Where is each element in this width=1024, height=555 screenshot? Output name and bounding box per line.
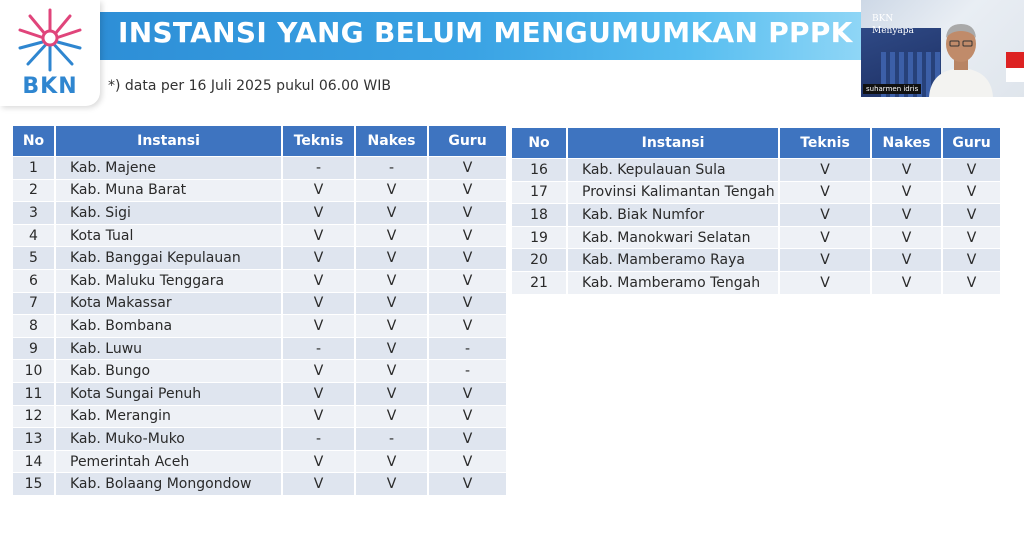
- row-teknis-status: -: [283, 337, 356, 360]
- speaker-icon: [921, 14, 1001, 97]
- col-header-instansi: Instansi: [568, 128, 780, 158]
- table-row: [13, 179, 506, 202]
- row-guru-status: V: [429, 246, 506, 269]
- row-teknis-status: V: [283, 450, 356, 473]
- row-nakes-status: V: [356, 269, 429, 292]
- table-header-row: [512, 128, 1000, 158]
- row-teknis-status: V: [780, 158, 872, 181]
- col-header-no: No: [13, 126, 56, 156]
- logo-text: BKN: [22, 74, 78, 99]
- row-instansi: Kab. Bombana: [56, 314, 283, 337]
- bkn-logo: [0, 0, 100, 106]
- row-teknis-status: V: [780, 248, 872, 271]
- agency-table-left: [13, 126, 506, 495]
- table-row: [13, 156, 506, 179]
- row-instansi: Kab. Luwu: [56, 337, 283, 360]
- row-guru-status: V: [429, 314, 506, 337]
- col-header-teknis: Teknis: [283, 126, 356, 156]
- row-nakes-status: V: [872, 181, 943, 204]
- row-teknis-status: V: [283, 269, 356, 292]
- col-header-guru: Guru: [429, 126, 506, 156]
- row-guru-status: V: [429, 292, 506, 315]
- row-instansi: Kab. Maluku Tenggara: [56, 269, 283, 292]
- col-header-nakes: Nakes: [872, 128, 943, 158]
- row-instansi: Kab. Bungo: [56, 359, 283, 382]
- row-nakes-status: V: [356, 359, 429, 382]
- row-teknis-status: -: [283, 427, 356, 450]
- row-number: 7: [13, 292, 56, 315]
- row-teknis-status: V: [283, 472, 356, 495]
- row-guru-status: V: [429, 269, 506, 292]
- row-teknis-status: V: [283, 179, 356, 202]
- row-teknis-status: -: [283, 156, 356, 179]
- row-instansi: Kab. Majene: [56, 156, 283, 179]
- agency-table-right: [512, 128, 1000, 294]
- table-row: [13, 359, 506, 382]
- row-teknis-status: V: [780, 203, 872, 226]
- table-row: [13, 427, 506, 450]
- row-guru-status: V: [943, 271, 1000, 294]
- row-number: 13: [13, 427, 56, 450]
- row-nakes-status: -: [356, 156, 429, 179]
- row-nakes-status: V: [356, 201, 429, 224]
- table-row: [13, 337, 506, 360]
- table-row: [13, 269, 506, 292]
- row-nakes-status: V: [356, 337, 429, 360]
- row-number: 5: [13, 246, 56, 269]
- col-header-instansi: Instansi: [56, 126, 283, 156]
- row-instansi: Kab. Muna Barat: [56, 179, 283, 202]
- row-guru-status: V: [943, 248, 1000, 271]
- row-number: 14: [13, 450, 56, 473]
- row-guru-status: V: [429, 405, 506, 428]
- row-teknis-status: V: [780, 271, 872, 294]
- flag-white: [1006, 68, 1024, 82]
- table-row: [512, 158, 1000, 181]
- row-number: 15: [13, 472, 56, 495]
- row-nakes-status: V: [356, 224, 429, 247]
- row-guru-status: V: [429, 224, 506, 247]
- row-guru-status: V: [429, 450, 506, 473]
- row-number: 11: [13, 382, 56, 405]
- row-instansi: Kab. Kepulauan Sula: [568, 158, 780, 181]
- row-teknis-status: V: [780, 226, 872, 249]
- row-number: 21: [512, 271, 568, 294]
- table-row: [13, 246, 506, 269]
- table-row: [512, 271, 1000, 294]
- data-date-note: *) data per 16 Juli 2025 pukul 06.00 WIB: [108, 78, 391, 94]
- row-guru-status: V: [429, 156, 506, 179]
- table-row: [512, 226, 1000, 249]
- row-guru-status: V: [943, 226, 1000, 249]
- row-instansi: Kab. Mamberamo Tengah: [568, 271, 780, 294]
- row-nakes-status: V: [356, 179, 429, 202]
- table-row: [13, 201, 506, 224]
- row-guru-status: V: [429, 427, 506, 450]
- row-guru-status: V: [429, 179, 506, 202]
- row-guru-status: V: [943, 181, 1000, 204]
- row-teknis-status: V: [283, 224, 356, 247]
- page-title: INSTANSI YANG BELUM MENGUMUMKAN PPPK: [118, 16, 853, 49]
- row-instansi: Kota Tual: [56, 224, 283, 247]
- row-number: 17: [512, 181, 568, 204]
- row-teknis-status: V: [283, 201, 356, 224]
- row-number: 18: [512, 203, 568, 226]
- row-number: 6: [13, 269, 56, 292]
- row-instansi: Kab. Bolaang Mongondow: [56, 472, 283, 495]
- row-guru-status: -: [429, 359, 506, 382]
- row-number: 10: [13, 359, 56, 382]
- row-teknis-status: V: [283, 314, 356, 337]
- row-number: 16: [512, 158, 568, 181]
- row-number: 4: [13, 224, 56, 247]
- row-teknis-status: V: [283, 246, 356, 269]
- row-teknis-status: V: [283, 405, 356, 428]
- row-nakes-status: V: [872, 248, 943, 271]
- col-header-guru: Guru: [943, 128, 1000, 158]
- row-instansi: Kab. Mamberamo Raya: [568, 248, 780, 271]
- row-guru-status: V: [429, 382, 506, 405]
- row-guru-status: -: [429, 337, 506, 360]
- row-nakes-status: V: [872, 226, 943, 249]
- col-header-no: No: [512, 128, 568, 158]
- col-header-teknis: Teknis: [780, 128, 872, 158]
- row-nakes-status: V: [356, 382, 429, 405]
- row-number: 2: [13, 179, 56, 202]
- row-nakes-status: V: [872, 271, 943, 294]
- row-number: 12: [13, 405, 56, 428]
- row-nakes-status: V: [356, 246, 429, 269]
- row-teknis-status: V: [283, 359, 356, 382]
- row-instansi: Kab. Sigi: [56, 201, 283, 224]
- row-number: 1: [13, 156, 56, 179]
- row-instansi: Kota Makassar: [56, 292, 283, 315]
- table-header-row: [13, 126, 506, 156]
- row-number: 8: [13, 314, 56, 337]
- row-nakes-status: V: [872, 203, 943, 226]
- table-row: [13, 450, 506, 473]
- row-instansi: Kab. Biak Numfor: [568, 203, 780, 226]
- table-row: [512, 203, 1000, 226]
- table-row: [13, 472, 506, 495]
- video-feed[interactable]: [861, 0, 1024, 97]
- row-number: 20: [512, 248, 568, 271]
- table-row: [13, 382, 506, 405]
- row-teknis-status: V: [780, 181, 872, 204]
- bkn-emblem-icon: [8, 2, 92, 76]
- row-teknis-status: V: [283, 292, 356, 315]
- row-nakes-status: V: [356, 450, 429, 473]
- row-nakes-status: V: [356, 472, 429, 495]
- row-teknis-status: V: [283, 382, 356, 405]
- row-guru-status: V: [429, 201, 506, 224]
- row-guru-status: V: [943, 203, 1000, 226]
- row-instansi: Kab. Muko-Muko: [56, 427, 283, 450]
- row-instansi: Provinsi Kalimantan Tengah: [568, 181, 780, 204]
- row-nakes-status: V: [872, 158, 943, 181]
- row-nakes-status: V: [356, 314, 429, 337]
- row-instansi: Kab. Manokwari Selatan: [568, 226, 780, 249]
- row-guru-status: V: [943, 158, 1000, 181]
- row-guru-status: V: [429, 472, 506, 495]
- table-row: [13, 314, 506, 337]
- speaker-name-tag: suharmen idris: [863, 84, 921, 94]
- row-instansi: Pemerintah Aceh: [56, 450, 283, 473]
- table-row: [13, 405, 506, 428]
- row-instansi: Kab. Merangin: [56, 405, 283, 428]
- table-row: [13, 224, 506, 247]
- row-nakes-status: V: [356, 292, 429, 315]
- table-row: [13, 292, 506, 315]
- row-number: 9: [13, 337, 56, 360]
- video-caption: BKN Menyapa: [872, 14, 914, 36]
- flag-red: [1006, 52, 1024, 68]
- row-number: 19: [512, 226, 568, 249]
- col-header-nakes: Nakes: [356, 126, 429, 156]
- table-row: [512, 181, 1000, 204]
- row-nakes-status: V: [356, 405, 429, 428]
- row-instansi: Kota Sungai Penuh: [56, 382, 283, 405]
- row-nakes-status: -: [356, 427, 429, 450]
- row-number: 3: [13, 201, 56, 224]
- row-instansi: Kab. Banggai Kepulauan: [56, 246, 283, 269]
- table-row: [512, 248, 1000, 271]
